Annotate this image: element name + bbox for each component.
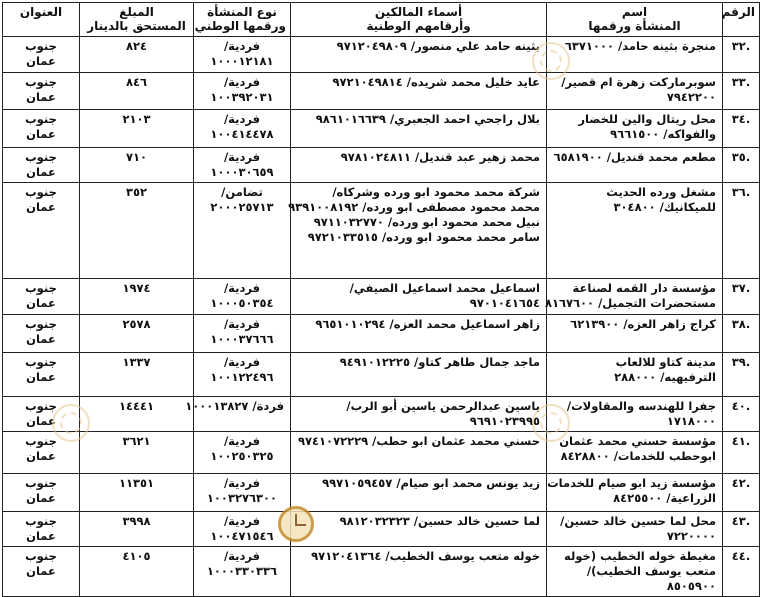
cell-owners	[291, 397, 547, 432]
cell-owners-line: بلال راجحي احمد الجعبري/ ٩٨٦١٠١٦٦٣٩	[315, 112, 540, 126]
cell-establishment-name-line: كراج زاهر العزه/ ٦٢١٣٩٠٠	[570, 317, 716, 331]
cell-amount	[80, 73, 194, 110]
cell-establishment-name	[547, 110, 723, 148]
cell-number-text: .٤٢	[731, 476, 751, 490]
table-row	[3, 432, 760, 474]
cell-number	[723, 183, 760, 279]
cell-type	[194, 279, 291, 315]
header-address: العنوان	[3, 3, 80, 37]
cell-owners-line: اسماعيل محمد اسماعيل الصيفي/	[349, 281, 540, 295]
cell-address	[3, 547, 80, 597]
cell-amount	[80, 37, 194, 73]
cell-type-line: ١٠٠٠٣٣٠٣٣٦	[206, 564, 278, 578]
cell-number	[723, 547, 760, 597]
cell-amount	[80, 474, 194, 512]
cell-type-line: فردية/	[223, 549, 261, 563]
cell-amount-text: ٨٤٦	[125, 75, 148, 89]
cell-number	[723, 110, 760, 148]
cell-establishment-name	[547, 397, 723, 432]
cell-owners	[291, 353, 547, 397]
cell-number-text: .٣٧	[731, 281, 751, 295]
cell-establishment-name	[547, 183, 723, 279]
cell-owners	[288, 183, 547, 279]
cell-amount-text: ٨٢٤	[125, 39, 148, 53]
cell-address-text: جنوب عمان	[25, 75, 57, 104]
table-row	[3, 148, 760, 183]
table-row	[3, 512, 760, 547]
cell-amount-text: ٢١٠٣	[122, 112, 151, 126]
cell-establishment-name-line: مدينة كتاو للالعاب	[615, 355, 716, 369]
cell-number-text: .٣٩	[731, 355, 751, 369]
cell-type-line: ١٠٠٠١٢١٨١	[210, 54, 274, 68]
table-row	[3, 73, 760, 110]
cell-establishment-name	[547, 432, 723, 474]
cell-type-line: فردية/	[223, 112, 261, 126]
cell-establishment-name-line: منجرة بثينه حامد/ ٦٣٧١٠٠٠	[564, 39, 716, 53]
cell-type-line: فردية/	[223, 476, 261, 490]
cell-establishment-name-line: محل لما حسين خالد حسين/	[560, 514, 716, 528]
cell-owners-line: محمد زهير عبد قنديل/ ٩٧٨١٠٢٤٨١١	[340, 150, 540, 164]
cell-establishment-name-line: مشغل ورده الحديث	[606, 185, 716, 199]
cell-establishment-name-line: الترفيهيه/ ٢٨٨٠٠٠	[614, 370, 716, 384]
cell-owners	[291, 279, 547, 315]
cell-establishment-name	[547, 512, 723, 547]
cell-amount	[80, 432, 194, 474]
cell-owners-line: عايد خليل محمد شريده/ ٩٧٢١٠٤٩٨١٤	[332, 75, 540, 89]
watermark-seal-icon	[532, 42, 570, 80]
cell-amount-text: ١١٣٥١	[118, 476, 155, 490]
cell-number	[723, 432, 760, 474]
cell-type-line: ١٠٠٤٧١٥٤٦	[210, 529, 274, 543]
cell-amount	[80, 110, 194, 148]
cell-number	[723, 148, 760, 183]
cell-type-line: فردية/	[223, 39, 261, 53]
cell-establishment-name-line: جفرا للهندسه والمقاولات/	[566, 399, 716, 413]
cell-establishment-name-line: ٧٢٢٠٠٠٠	[666, 529, 716, 543]
cell-type	[194, 474, 291, 512]
cell-owners-line: نبيل محمد محمود ابو ورده/ ٩٧١١٠٣٢٧٧٠	[313, 215, 540, 229]
table-row	[3, 37, 760, 73]
cell-establishment-name-line: مطعم محمد قنديل/ ٦٥٨١٩٠٠	[553, 150, 716, 164]
header-row	[3, 3, 760, 37]
cell-type-line: ١٠٠٣٩٢٠٣١	[210, 90, 274, 104]
header-amount: المبلغ المستحق بالدينار	[80, 3, 194, 37]
cell-establishment-name	[547, 547, 723, 597]
table-row	[3, 110, 760, 148]
cell-owners	[291, 148, 547, 183]
cell-amount-text: ٣٦٢١	[122, 434, 151, 448]
cell-type	[194, 353, 291, 397]
cell-type	[194, 110, 291, 148]
cell-type	[185, 397, 291, 432]
cell-amount-text: ٤١٠٥	[122, 549, 151, 563]
cell-type-line: ١٠٠٤١٤٤٧٨	[210, 127, 274, 141]
cell-owners-line: سامر محمد محمود ابو ورده/ ٩٧٢١٠٣٣٥١٥	[307, 230, 540, 244]
table-body	[3, 37, 760, 597]
cell-establishment-name-line: متعب يوسف الخطيب)/	[586, 564, 716, 578]
cell-establishment-name-line: ١٧١٨٠٠٠	[666, 414, 716, 428]
cell-type	[194, 547, 291, 597]
cell-address-text: جنوب عمان	[25, 317, 57, 346]
cell-number-text: .٣٥	[731, 150, 751, 164]
cell-amount-text: ٢٥٧٨	[122, 317, 151, 331]
cell-number	[723, 73, 760, 110]
cell-owners	[291, 512, 547, 547]
header-number: الرقم	[723, 3, 760, 37]
cell-number	[723, 474, 760, 512]
cell-owners-line: ٩٦٩١٠٢٣٩٩٥	[469, 414, 540, 428]
cell-type-line: فردية/	[223, 317, 261, 331]
watermark-seal-icon	[52, 404, 90, 442]
cell-owners-line: زاهر اسماعيل محمد العزه/ ٩٦٥١٠١٠٢٩٤	[315, 317, 540, 331]
cell-establishment-name-line: ابوحطب للخدمات/ ٨٤٢٨٨٠٠	[560, 449, 716, 463]
cell-type	[194, 432, 291, 474]
cell-type-line: تضامن/	[221, 185, 263, 199]
cell-establishment-name-line: مؤسسة زيد ابو صيام للخدمات	[547, 476, 716, 490]
cell-establishment-name-line: ٧٩٤٢٢٠٠	[666, 90, 716, 104]
cell-type-line: فردية/	[223, 75, 261, 89]
table-row	[3, 397, 760, 432]
cell-establishment-name	[547, 37, 723, 73]
cell-number-text: .٣٨	[731, 317, 751, 331]
cell-type-line: فردية/	[223, 434, 261, 448]
table-row	[3, 315, 760, 353]
cell-owners	[291, 73, 547, 110]
cell-address-text: جنوب عمان	[25, 399, 57, 428]
cell-owners-line: بثينه حامد علي منصور/ ٩٧١٢٠٤٩٨٠٩	[336, 39, 540, 53]
clock-icon	[278, 506, 314, 542]
cell-number	[723, 353, 760, 397]
cell-address	[3, 73, 80, 110]
cell-amount-text: ١٣٣٧	[122, 355, 151, 369]
cell-type-line: ٢٠٠٠٢٥٧١٣	[210, 200, 274, 214]
cell-amount	[80, 353, 194, 397]
cell-type-line: فردة/ ١٠٠٠١٣٨٢٧	[185, 399, 284, 413]
cell-number	[723, 315, 760, 353]
cell-type-line: فردية/	[223, 281, 261, 295]
cell-establishment-name-line: مؤسسة دار القمه لصناعة	[572, 281, 716, 295]
cell-amount	[80, 183, 194, 279]
cell-number-text: .٤٤	[731, 549, 751, 563]
cell-establishment-name	[547, 148, 723, 183]
cell-establishment-name-line: سوبرماركت زهرة ام قصير/	[561, 75, 716, 89]
cell-number	[723, 512, 760, 547]
cell-type-line: ١٠٠٠٥٠٣٥٤	[210, 296, 274, 310]
cell-amount-text: ٣٩٩٨	[122, 514, 151, 528]
cell-amount	[80, 279, 194, 315]
cell-address	[3, 353, 80, 397]
cell-address-text: جنوب عمان	[25, 434, 57, 463]
cell-amount-text: ١٤٤٤١	[118, 399, 155, 413]
cell-number-text: .٤٠	[731, 399, 751, 413]
cell-type-line: فردية/	[223, 355, 261, 369]
cell-establishment-name	[547, 73, 723, 110]
cell-owners-line: ياسين عبدالرحمن ياسين أبو الرب/	[346, 399, 540, 413]
cell-owners-line: ماجد جمال طاهر كتاو/ ٩٤٩١٠١٢٢٢٥	[339, 355, 540, 369]
cell-establishment-name	[547, 353, 723, 397]
cell-establishment-name	[547, 474, 723, 512]
cell-type	[194, 183, 291, 279]
cell-establishment-name-line: والفواكه/ ٩٦٦١٥٠٠	[610, 127, 716, 141]
cell-address-text: جنوب عمان	[25, 150, 57, 179]
cell-amount	[80, 547, 194, 597]
cell-address	[3, 110, 80, 148]
cell-amount-text: ٧١٠	[125, 150, 148, 164]
cell-owners-line: لما حسين خالد حسين/ ٩٨١٢٠٣٢٣٢٣	[339, 514, 540, 528]
cell-address	[3, 315, 80, 353]
cell-address-text: جنوب عمان	[25, 355, 57, 384]
cell-establishment-name-line: مستحضرات التجميل/ ٨١٦٧٦٠٠	[544, 296, 716, 310]
cell-type-line: ١٠٠٠٣٧٦٦٦	[210, 332, 274, 346]
header-owners: أسماء المالكين وأرقامهم الوطنية	[291, 3, 547, 37]
cell-type-line: ١٠٠١٢٢٤٩٦	[210, 370, 274, 384]
header-name: اسم المنشأة ورقمها	[547, 3, 723, 37]
cell-type	[194, 148, 291, 183]
cell-address-text: جنوب عمان	[25, 185, 57, 214]
cell-number-text: .٣٣	[731, 75, 751, 89]
cell-type-line: ١٠٠٢٥٠٣٢٥	[210, 449, 274, 463]
cell-amount	[80, 397, 194, 432]
cell-number-text: .٣٢	[731, 39, 751, 53]
cell-type	[194, 315, 291, 353]
cell-owners-line: ٩٧٠١٠٤١٦٥٤	[469, 296, 540, 310]
cell-number-text: .٤٣	[731, 514, 751, 528]
cell-type-line: فردية/	[223, 514, 261, 528]
table-row	[3, 474, 760, 512]
cell-address-text: جنوب عمان	[25, 39, 57, 68]
cell-address	[3, 183, 80, 279]
cell-establishment-name-line: مؤسسة حسني محمد عثمان	[559, 434, 716, 448]
cell-establishment-name	[547, 315, 723, 353]
cell-owners-line: محمد محمود مصطفى ابو ورده/ ٩٣٩١٠٠٨١٩٢	[288, 200, 540, 214]
cell-owners	[291, 110, 547, 148]
cell-owners-line: حسني محمد عثمان ابو حطب/ ٩٧٤١٠٧٢٢٢٩	[297, 434, 540, 448]
table-row	[3, 353, 760, 397]
cell-amount	[80, 148, 194, 183]
cell-number-text: .٤١	[731, 434, 751, 448]
cell-establishment-name	[544, 279, 723, 315]
cell-address-text: جنوب عمان	[25, 549, 57, 578]
cell-owners-line: زيد يونس محمد ابو صيام/ ٩٩٧١٠٥٩٤٥٧	[322, 476, 540, 490]
cell-owners-line: خوله متعب يوسف الخطيب/ ٩٧١٢٠٤١٣٦٤	[311, 549, 540, 563]
cell-amount-text: ٣٥٢	[125, 185, 148, 199]
table-row	[3, 547, 760, 597]
table-row	[3, 183, 760, 279]
cell-number	[723, 37, 760, 73]
cell-type	[194, 73, 291, 110]
cell-number	[723, 397, 760, 432]
cell-type-line: ١٠٠٠٣٠٦٥٩	[210, 165, 274, 179]
cell-address	[3, 37, 80, 73]
cell-number-text: .٣٦	[731, 185, 751, 199]
cell-number	[723, 279, 760, 315]
cell-amount-text: ١٩٧٤	[122, 281, 151, 295]
cell-address-text: جنوب عمان	[25, 476, 57, 505]
cell-type-line: ١٠٠٣٢٧٦٣٠٠	[206, 491, 278, 505]
cell-owners	[291, 432, 547, 474]
table-row	[3, 279, 760, 315]
cell-establishment-name-line: للميكانيك/ ٣٠٤٨٠٠	[613, 200, 716, 214]
cell-type-line: فردية/	[223, 150, 261, 164]
cell-address	[3, 512, 80, 547]
cell-address-text: جنوب عمان	[25, 112, 57, 141]
cell-owners	[291, 547, 547, 597]
cell-establishment-name-line: محل ريتال والين للخضار	[578, 112, 716, 126]
cell-address-text: جنوب عمان	[25, 281, 57, 310]
cell-address-text: جنوب عمان	[25, 514, 57, 543]
cell-amount	[80, 512, 194, 547]
cell-address	[3, 279, 80, 315]
cell-amount	[80, 315, 194, 353]
cell-establishment-name-line: ٨٥٠٥٩٠٠	[666, 579, 716, 593]
header-type: نوع المنشأة ورقمها الوطني	[194, 3, 291, 37]
cell-type	[194, 37, 291, 73]
watermark-seal-icon	[532, 404, 570, 442]
cell-establishment-name-line: مغيطة خوله الخطيب (خوله	[564, 549, 716, 563]
cell-type	[194, 512, 291, 547]
cell-number-text: .٣٤	[731, 112, 751, 126]
cell-address	[3, 474, 80, 512]
cell-owners	[291, 37, 547, 73]
cell-owners-line: شركة محمد محمود ابو ورده وشركاه/	[332, 185, 540, 199]
cell-owners	[291, 474, 547, 512]
companies-table	[2, 2, 760, 597]
cell-establishment-name-line: الزراعية/ ٨٤٢٥٥٠٠	[613, 491, 716, 505]
cell-address	[3, 148, 80, 183]
cell-owners	[291, 315, 547, 353]
